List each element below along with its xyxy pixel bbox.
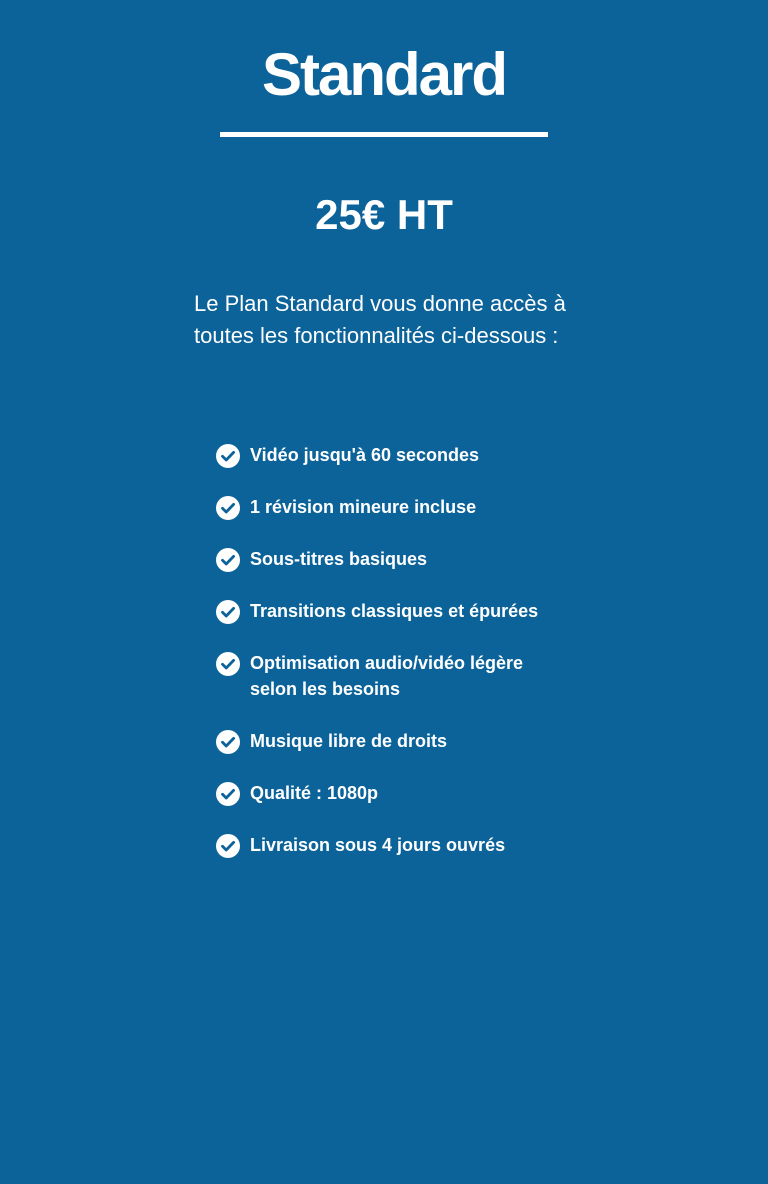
feature-label: Qualité : 1080p — [250, 783, 379, 803]
feature-item — [216, 728, 556, 754]
feature-label: Vidéo jusqu'à 60 secondes — [250, 445, 480, 465]
plan-description: Le Plan Standard vous donne accès à toutes les fonctionnalités ci-dessous : — [194, 291, 566, 348]
feature-label: Livraison sous 4 jours ouvrés — [250, 835, 506, 855]
feature-item — [216, 546, 556, 572]
check-circle-icon — [216, 444, 240, 468]
plan-price: 25€ HT — [315, 191, 453, 238]
feature-label: Sous-titres basiques — [250, 549, 428, 569]
plan-title: Standard — [261, 41, 507, 108]
title-divider — [220, 132, 548, 137]
feature-label: Optimisation audio/vidéo légère selon les besoins — [250, 653, 524, 699]
check-circle-icon — [216, 834, 240, 858]
feature-item — [216, 442, 556, 468]
check-circle-icon — [216, 782, 240, 806]
check-circle-icon — [216, 730, 240, 754]
check-circle-icon — [216, 652, 240, 676]
feature-label: Transitions classiques et épurées — [250, 601, 539, 621]
check-circle-icon — [216, 600, 240, 624]
feature-item — [216, 494, 556, 520]
check-circle-icon — [216, 496, 240, 520]
feature-item — [216, 832, 556, 858]
feature-item — [216, 780, 556, 806]
feature-item — [216, 598, 556, 624]
feature-item — [216, 650, 556, 702]
feature-list — [216, 442, 556, 884]
feature-label: Musique libre de droits — [250, 731, 448, 751]
check-circle-icon — [216, 548, 240, 572]
feature-label: 1 révision mineure incluse — [250, 497, 477, 517]
